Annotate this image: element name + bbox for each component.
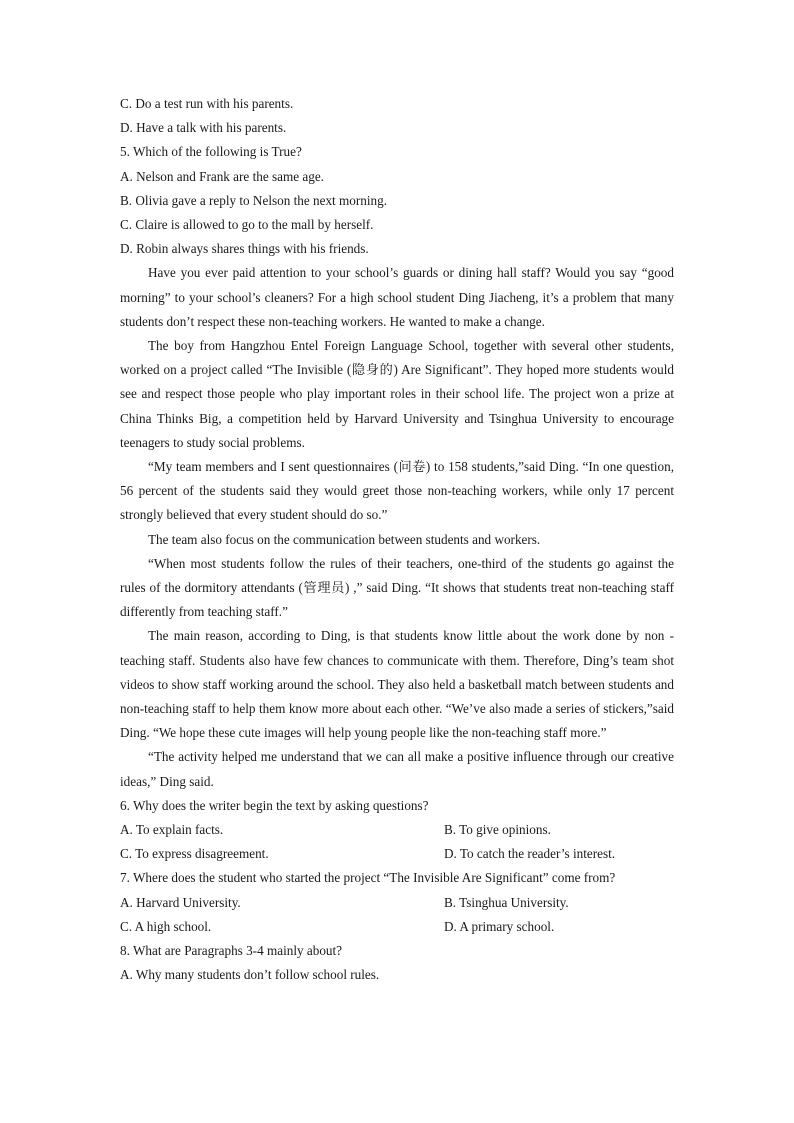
passage-paragraph-2: The boy from Hangzhou Entel Foreign Language School, together with several other students, worked on a project called “The Invisible (隐身的) Are Significant”. They hoped more students would see and respect those people who play important roles in their school life. The project won a prize at China Thinks Big, a competition held by Harvard University and Tsinghua University to encourage teenagers to study social problems. <box>120 337 674 450</box>
q5-option-c: C. Claire is allowed to go to the mall by herself. <box>120 216 374 232</box>
q7-option-c: C. A high school. <box>120 918 212 934</box>
q6-option-b: B. To give opinions. <box>444 821 551 837</box>
passage-paragraph-6: The main reason, according to Ding, is that students know little about the work done by non - teaching staff. Students also have few chances to communicate with them. Therefore, Ding’s team shot videos to show staff working around the school. They also held a basketball match between students and non-teaching staff to help them know more about each other. “We’ve also made a series of stickers,”said Ding. “We hope these cute images will help young people like the non-teaching staff more.” <box>120 628 674 741</box>
passage-paragraph-4: The team also focus on the communication between students and workers. <box>148 531 541 547</box>
passage-paragraph-5: “When most students follow the rules of their teachers, one-third of the students go against the rules of the dormitory attendants (管理员) ,” said Ding. “It shows that students treat non-teaching staff differently from teaching staff.” <box>120 555 674 620</box>
q6-option-c: C. To express disagreement. <box>120 846 269 862</box>
q7-options-row-1 <box>120 891 674 915</box>
q5-option-d: D. Robin always shares things with his friends. <box>120 241 369 257</box>
q5-stem: 5. Which of the following is True? <box>120 144 302 160</box>
q6-stem: 6. Why does the writer begin the text by asking questions? <box>120 797 429 813</box>
q7-stem: 7. Where does the student who started the project “The Invisible Are Significant” come from? <box>120 870 616 886</box>
passage-paragraph-1: Have you ever paid attention to your school’s guards or dining hall staff? Would you say “good morning” to your school’s cleaners? For a high school student Ding Jiacheng, it’s a problem that many students don’t respect these non-teaching workers. He wanted to make a change. <box>120 265 674 329</box>
q6-options-row-2 <box>120 842 674 866</box>
q4-option-c: C. Do a test run with his parents. <box>120 96 294 111</box>
q5-option-a: A. Nelson and Frank are the same age. <box>120 168 324 184</box>
passage-paragraph-7: “The activity helped me understand that we can all make a positive influence through our creative ideas,” Ding said. <box>120 749 674 789</box>
q6-option-a: A. To explain facts. <box>120 821 224 837</box>
q8-stem: 8. What are Paragraphs 3-4 mainly about? <box>120 942 343 958</box>
q7-option-d: D. A primary school. <box>444 918 555 934</box>
q7-option-b: B. Tsinghua University. <box>444 894 569 910</box>
q7-options-row-2 <box>120 915 674 939</box>
q4-option-d: D. Have a talk with his parents. <box>120 120 287 136</box>
exam-page <box>120 92 674 987</box>
q6-options-row-1 <box>120 818 674 842</box>
q8-option-a: A. Why many students don’t follow school rules. <box>120 967 380 983</box>
q7-option-a: A. Harvard University. <box>120 894 241 910</box>
q6-option-d: D. To catch the reader’s interest. <box>444 846 616 862</box>
q5-option-b: B. Olivia gave a reply to Nelson the next morning. <box>120 192 387 208</box>
passage-paragraph-3: “My team members and I sent questionnaires (问卷) to 158 students,”said Ding. “In one question, 56 percent of the students said they would greet those non-teaching workers, while only 17 percent strongly believed that every student should do so.” <box>120 458 674 523</box>
